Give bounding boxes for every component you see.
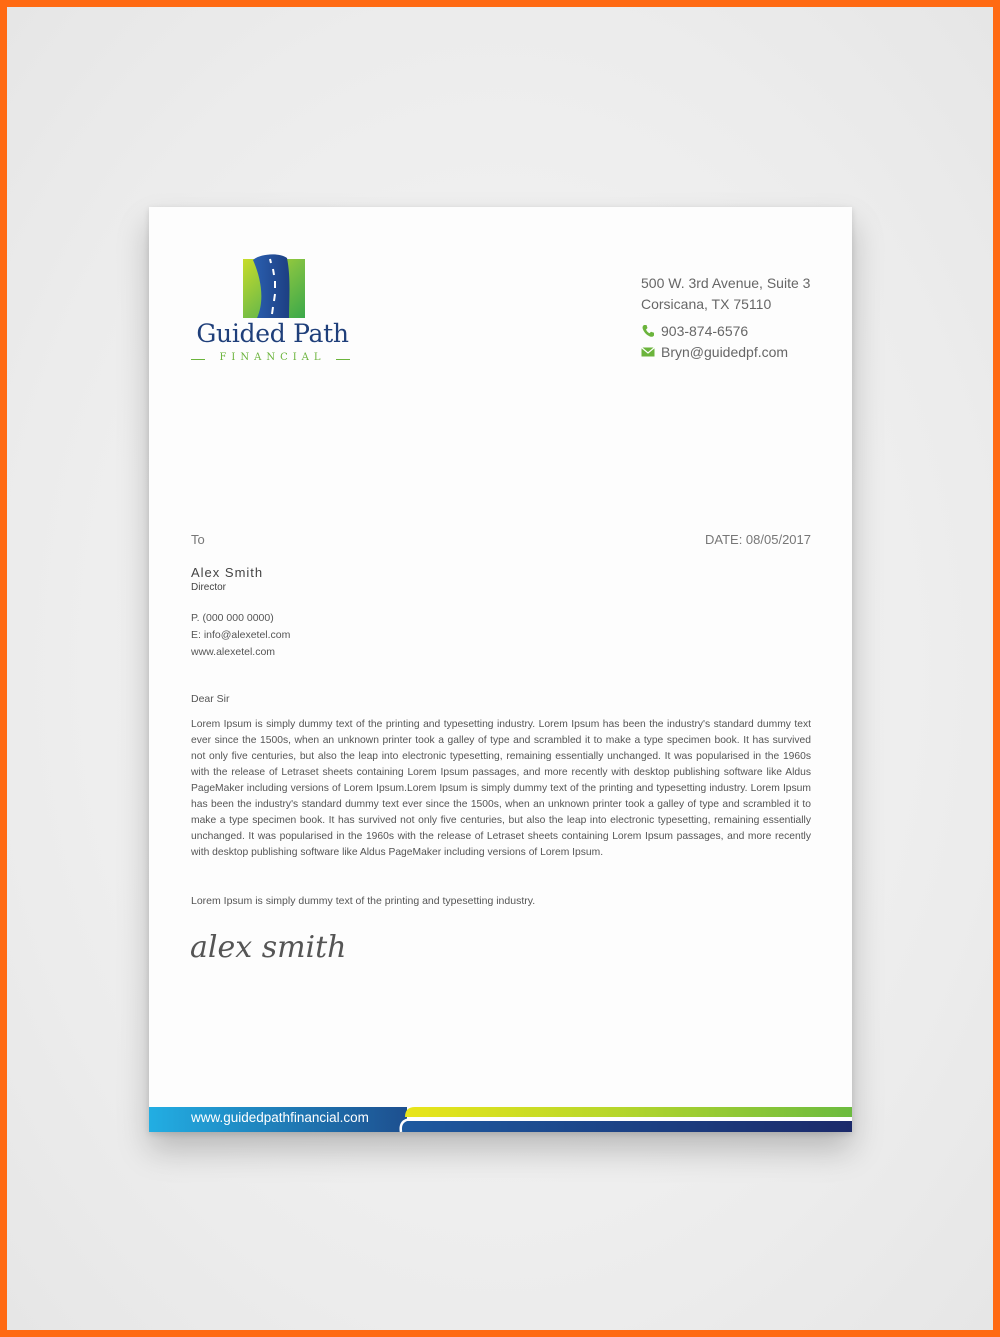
company-phone-row — [641, 323, 748, 339]
address-line-1: 500 W. 3rd Avenue, Suite 3 — [641, 275, 811, 291]
company-subtitle: FINANCIAL — [219, 352, 326, 363]
letter-date: DATE: 08/05/2017 — [705, 532, 811, 547]
recipient-email: E: info@alexetel.com — [191, 629, 291, 641]
company-name: Guided Path — [196, 319, 349, 348]
recipient-phone: P. (000 000 0000) — [191, 612, 274, 624]
brand-rule-right — [336, 359, 350, 360]
envelope-icon — [641, 345, 655, 359]
to-label: To — [191, 532, 205, 547]
recipient-website: www.alexetel.com — [191, 646, 276, 658]
company-logo — [190, 249, 355, 367]
company-phone: 903-874-6576 — [661, 323, 749, 339]
footer-website-link[interactable]: www.guidedpathfinancial.com — [191, 1110, 369, 1125]
address-line-2: Corsicana, TX 75110 — [641, 296, 772, 312]
recipient-name: Alex Smith — [191, 565, 264, 580]
company-email: Bryn@guidedpf.com — [661, 344, 789, 360]
greeting: Dear Sir — [191, 693, 230, 705]
letterhead-sheet — [149, 207, 852, 1132]
company-email-row — [641, 344, 788, 360]
signature — [190, 925, 350, 969]
body-paragraph-1: Lorem Ipsum is simply dummy text of the printing and typesetting industry. Lorem Ipsum has been the industry's standard dummy text ever since the 1500s, when an unknown printer took a galley of type and scrambled it to make a type specimen book. It has survived not only five centuries, but also the leap into electronic typesetting, remaining essentially unchanged. It was popularised in the 1960s with the release of Letraset sheets containing Lorem Ipsum passages, and more recently with desktop publishing software like Aldus PageMaker including versions of Lorem Ipsum.Lorem Ipsum is simply dummy text of the printing and typesetting industry. Lorem Ipsum has been the industry's standard dummy text ever since the 1500s, when an unknown printer took a galley of type and scrambled it to make a type specimen book. It has survived not only five centuries, but also the leap into electronic typesetting, remaining essentially unchanged. It was popularised in the 1960s with the release of Letraset sheets containing Lorem Ipsum passages, and more recently with desktop publishing software like Aldus PageMaker including versions of Lorem Ipsum. — [191, 719, 811, 858]
body-paragraph-2: Lorem Ipsum is simply dummy text of the printing and typesetting industry. — [191, 895, 536, 907]
signature-text: alex smith — [190, 930, 347, 965]
footer-band — [149, 1107, 852, 1132]
road-logo-icon — [243, 252, 305, 318]
phone-icon — [641, 324, 655, 338]
recipient-title: Director — [191, 582, 227, 593]
